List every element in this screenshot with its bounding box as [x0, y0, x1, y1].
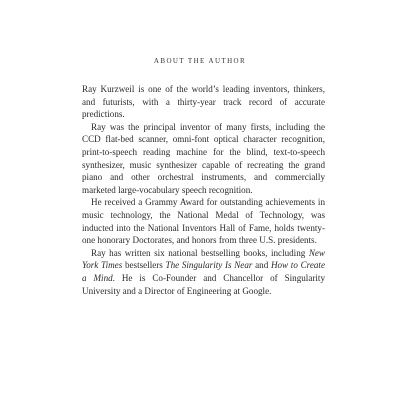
book-title-nyt: New York Times: [82, 247, 325, 271]
bio-paragraph-books: [82, 247, 325, 297]
book-title-singularity: The Singularity Is Near: [165, 260, 253, 271]
author-bio: [82, 83, 325, 297]
books-text-part4: . He is Co-Founder and Chancellor of Singularity University and a Director of Engineering at Google.: [82, 272, 325, 296]
book-title-create-mind: How to Create a Mind: [82, 260, 325, 283]
bio-paragraph-inventions: Ray was the principal inventor of many firsts, including the CCD flat-bed scanner, omni-font optical character recognition, print-to-speech reading machine for the blind, text-to-speech synthesizer, music synthesizer capable of recreating the grand piano and other orchestral instruments, and commercially marketed large-vocabulary speech recognition.: [82, 121, 325, 195]
bio-paragraph-intro: Ray Kurzweil is one of the world’s leading inventors, thinkers, and futurists, with a thirty-year track record of accurate predictions.: [82, 84, 325, 120]
books-text-part1: Ray has written six national bestselling books, including: [91, 247, 309, 258]
books-text-part3: and: [252, 260, 271, 271]
books-text-part2: bestsellers: [122, 260, 166, 271]
section-heading: ABOUT THE AUTHOR: [153, 57, 247, 65]
bio-paragraph-honors: He received a Grammy Award for outstanding achievements in music technology, the National Medal of Technology, was inducted into the National Inventors Hall of Fame, holds twenty-one honorary Doctorates, and honors from three U.S. presidents.: [82, 197, 325, 246]
